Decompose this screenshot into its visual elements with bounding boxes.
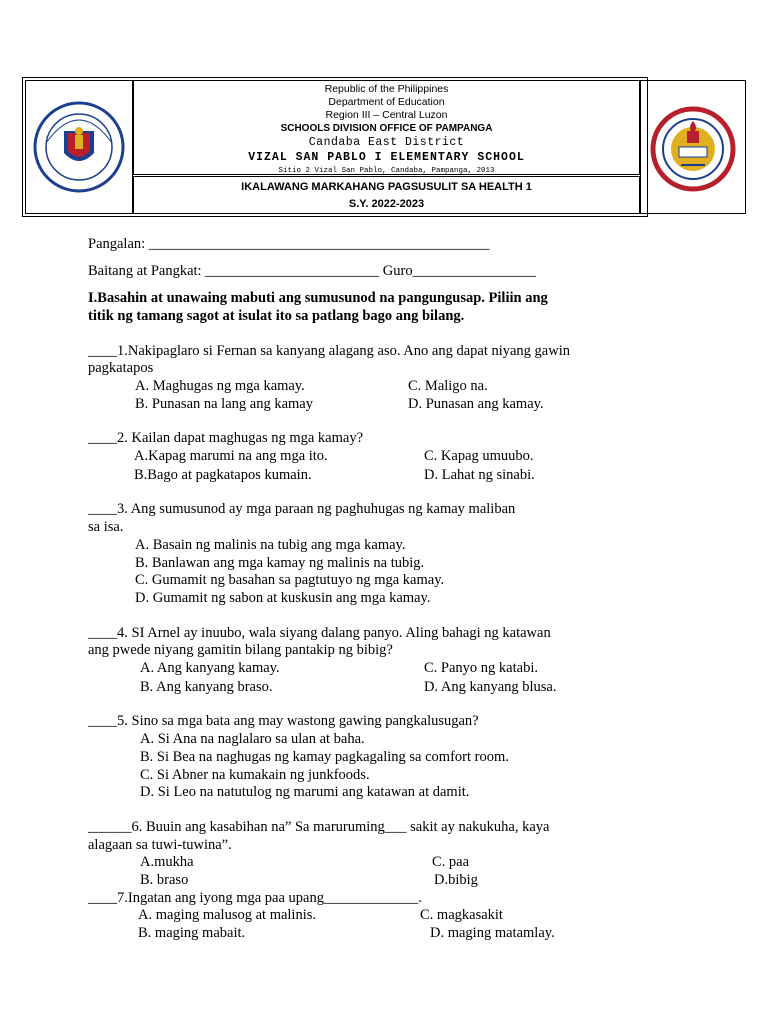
left-logo-cell xyxy=(25,80,133,214)
q7-choice-c: C. magkasakit xyxy=(420,907,503,923)
q7-stem-1: ____7.Ingatan ang iyong mga paa upang_____________. xyxy=(88,890,422,906)
q6-stem-1: ______6. Buuin ang kasabihan na” Sa maruruming___ sakit ay nakukuha, kaya xyxy=(88,819,550,835)
header-address: Sitio 2 Vizal San Pablo, Candaba, Pampanga, 2013 xyxy=(278,167,495,175)
q2-choice-b: B.Bago at pagkatapos kumain. xyxy=(134,467,312,483)
q5-choice-d: D. Si Leo na natutulog ng marumi ang katawan at damit. xyxy=(140,784,470,800)
q4-choice-b: B. Ang kanyang braso. xyxy=(140,679,273,695)
q1-choice-c: C. Maligo na. xyxy=(408,378,488,394)
q3-choice-c: C. Gumamit ng basahan sa pagtutuyo ng mga kamay. xyxy=(135,572,445,588)
q6-stem-2: alagaan sa tuwi-tuwina”. xyxy=(88,837,232,853)
header-line-1: Republic of the Philippines xyxy=(324,83,449,95)
q5-choice-a: A. Si Ana na naglalaro sa ulan at baha. xyxy=(140,731,365,747)
name-field[interactable]: Pangalan: _______________________________________________ xyxy=(88,236,490,252)
q4-choice-c: C. Panyo ng katabi. xyxy=(424,660,538,676)
header-center xyxy=(133,80,640,175)
instructions-line-2: titik ng tamang sagot at isulat ito sa patlang bago ang bilang. xyxy=(88,308,465,324)
header-division: SCHOOLS DIVISION OFFICE OF PAMPANGA xyxy=(280,123,493,134)
q3-choice-d: D. Gumamit ng sabon at kuskusin ang mga kamay. xyxy=(135,590,431,606)
q5-choice-c: C. Si Abner na kumakain ng junkfoods. xyxy=(140,767,370,783)
header-school: VIZAL SAN PABLO I ELEMENTARY SCHOOL xyxy=(248,151,525,164)
q1-stem-2: pagkatapos xyxy=(88,360,154,376)
q4-choice-a: A. Ang kanyang kamay. xyxy=(140,660,280,676)
header-line-2: Department of Education xyxy=(328,96,445,108)
q4-stem-2: ang pwede niyang gamitin bilang pantakip ng bibig? xyxy=(88,642,393,658)
header-district: Candaba East District xyxy=(308,136,465,149)
instructions-line-1: I.Basahin at unawaing mabuti ang sumusunod na pangungusap. Piliin ang xyxy=(88,290,548,306)
exam-title-cell xyxy=(133,176,640,214)
q2-choice-d: D. Lahat ng sinabi. xyxy=(424,467,535,483)
q7-choice-b: B. maging mabait. xyxy=(138,925,246,941)
q1-stem-1: ____1.Nakipaglaro si Fernan sa kanyang alagang aso. Ano ang dapat niyang gawin xyxy=(88,343,570,359)
exam-title: IKALAWANG MARKAHANG PAGSUSULIT SA HEALTH 1 xyxy=(241,181,532,193)
right-logo-cell xyxy=(640,80,746,214)
q5-choice-b: B. Si Bea na naghugas ng kamay pagkagaling sa comfort room. xyxy=(140,749,509,765)
header-line-3: Region III – Central Luzon xyxy=(325,109,448,121)
q5-stem-1: ____5. Sino sa mga bata ang may wastong gawing pangkalusugan? xyxy=(88,713,479,729)
q3-choice-a: A. Basain ng malinis na tubig ang mga kamay. xyxy=(135,537,406,553)
q3-choice-b: B. Banlawan ang mga kamay ng malinis na tubig. xyxy=(135,555,425,571)
q2-choice-a: A.Kapag marumi na ang mga ito. xyxy=(134,448,328,464)
school-seal-icon xyxy=(641,81,745,213)
q1-choice-d: D. Punasan ang kamay. xyxy=(408,396,544,412)
q4-choice-d: D. Ang kanyang blusa. xyxy=(424,679,557,695)
q2-choice-c: C. Kapag umuubo. xyxy=(424,448,534,464)
school-year: S.Y. 2022-2023 xyxy=(348,198,425,210)
q6-choice-b: B. braso xyxy=(140,872,189,888)
q4-stem-1: ____4. SI Arnel ay inuubo, wala siyang dalang panyo. Aling bahagi ng katawan xyxy=(88,625,551,641)
q7-choice-a: A. maging malusog at malinis. xyxy=(138,907,317,923)
q7-choice-d: D. maging matamlay. xyxy=(430,925,555,941)
q6-choice-a: A.mukha xyxy=(140,854,194,870)
q3-stem-1: ____3. Ang sumusunod ay mga paraan ng paghuhugas ng kamay maliban xyxy=(88,501,516,517)
q3-stem-2: sa isa. xyxy=(88,519,124,535)
deped-seal-icon xyxy=(26,81,132,213)
q1-choice-a: A. Maghugas ng mga kamay. xyxy=(135,378,305,394)
q6-choice-d: D.bibig xyxy=(434,872,478,888)
q1-choice-b: B. Punasan na lang ang kamay xyxy=(135,396,313,412)
grade-teacher-field[interactable]: Baitang at Pangkat: ________________________ Guro_________________ xyxy=(88,263,536,279)
q6-choice-c: C. paa xyxy=(432,854,470,870)
q2-stem-1: ____2. Kailan dapat maghugas ng mga kamay? xyxy=(88,430,364,446)
